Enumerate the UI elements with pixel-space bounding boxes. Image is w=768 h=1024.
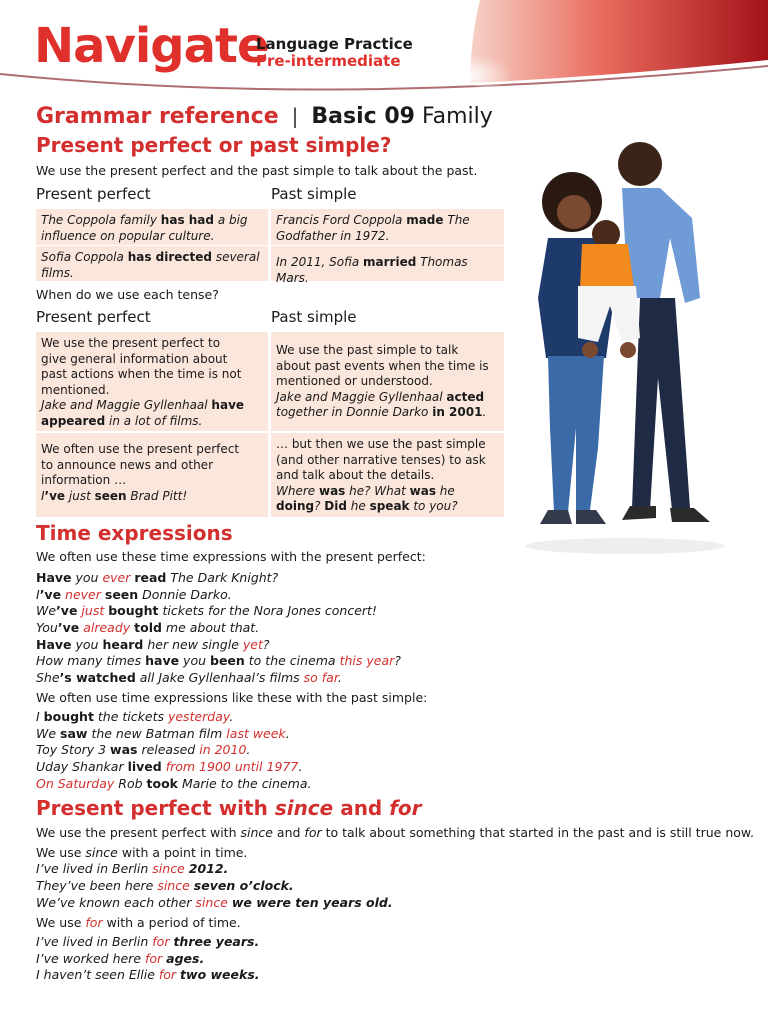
col-present-perfect: Present perfect — [36, 185, 151, 203]
example-line: We saw the new Batman film last week. — [36, 726, 290, 741]
example-line: I’ve worked here for ages. — [36, 951, 205, 966]
example-line: I’ve lived in Berlin for three years. — [36, 934, 260, 949]
example-line: I’ve never seen Donnie Darko. — [36, 587, 232, 602]
example-line: Have you ever read The Dark Knight? — [36, 570, 279, 585]
section1-heading: Present perfect or past simple? — [36, 133, 392, 157]
example-line: You’ve already told me about that. — [36, 620, 260, 635]
question-text: When do we use each tense? — [36, 287, 219, 302]
example-line: Toy Story 3 was released in 2010. — [36, 742, 251, 757]
table-cell: Sofia Coppola has directed several films. — [36, 246, 268, 281]
section3-intro: We use the present perfect with since and for to talk about something that started in the past and is still true now. — [36, 825, 754, 840]
table-cell: We often use the present perfect to announce news and other information … I’ve just seen Brad Pitt! — [36, 433, 268, 517]
example-line: She’s watched all Jake Gyllenhaal’s films so far. — [36, 670, 342, 685]
for-intro: We use for with a period of time. — [36, 915, 241, 930]
example-line: On Saturday Rob took Marie to the cinema. — [36, 776, 312, 791]
family-photo — [510, 128, 740, 558]
table-cell: In 2011, Sofia married Thomas Mars. — [271, 246, 504, 281]
course-line: Language Practice — [256, 35, 413, 53]
level-line: Pre-intermediate — [256, 52, 401, 70]
example-line: I bought the tickets yesterday. — [36, 709, 234, 724]
header-banner — [0, 0, 768, 96]
example-line: They’ve been here since seven o’clock. — [36, 878, 294, 893]
table-cell: … but then we use the past simple (and other narrative tenses) to ask and talk about the details. Where was he? What was he doing? Did he speak to you? — [271, 433, 504, 517]
navigate-logo: Navigate — [34, 18, 269, 74]
col-past-simple-2: Past simple — [271, 308, 357, 326]
example-line: Uday Shankar lived from 1900 until 1977. — [36, 759, 303, 774]
example-line: I’ve lived in Berlin since 2012. — [36, 861, 229, 876]
section2-intro-ps: We often use time expressions like these with the past simple: — [36, 690, 428, 705]
col-present-perfect-2: Present perfect — [36, 308, 151, 326]
example-line: Have you heard her new single yet? — [36, 637, 270, 652]
since-intro: We use since with a point in time. — [36, 845, 248, 860]
section-label: Grammar reference — [36, 104, 279, 129]
topic-label: Family — [421, 104, 493, 129]
table-cell: Francis Ford Coppola made The Godfather in 1972. — [271, 209, 504, 245]
section3-heading: Present perfect with since and for — [36, 796, 422, 820]
example-line: I haven’t seen Ellie for two weeks. — [36, 967, 260, 982]
example-line: How many times have you been to the cinema this year? — [36, 653, 401, 668]
section1-intro: We use the present perfect and the past simple to talk about the past. — [36, 163, 478, 178]
page-title — [36, 104, 493, 129]
example-line: We’ve known each other since we were ten years old. — [36, 895, 393, 910]
title-separator: | — [291, 104, 299, 128]
section2-intro-pp: We often use these time expressions with the present perfect: — [36, 549, 426, 564]
example-line: We’ve just bought tickets for the Nora Jones concert! — [36, 603, 377, 618]
table-cell: The Coppola family has had a big influence on popular culture. — [36, 209, 268, 245]
unit-label: Basic 09 — [311, 104, 415, 129]
col-past-simple: Past simple — [271, 185, 357, 203]
table-cell: We use the present perfect to give general information about past actions when the time is not mentioned. Jake and Maggie Gyllenhaal have appeared in a lot of films. — [36, 332, 268, 431]
table-cell: We use the past simple to talk about past events when the time is mentioned or understood. Jake and Maggie Gyllenhaal acted together in Donnie Darko in 2001. — [271, 332, 504, 431]
section2-heading: Time expressions — [36, 521, 233, 545]
